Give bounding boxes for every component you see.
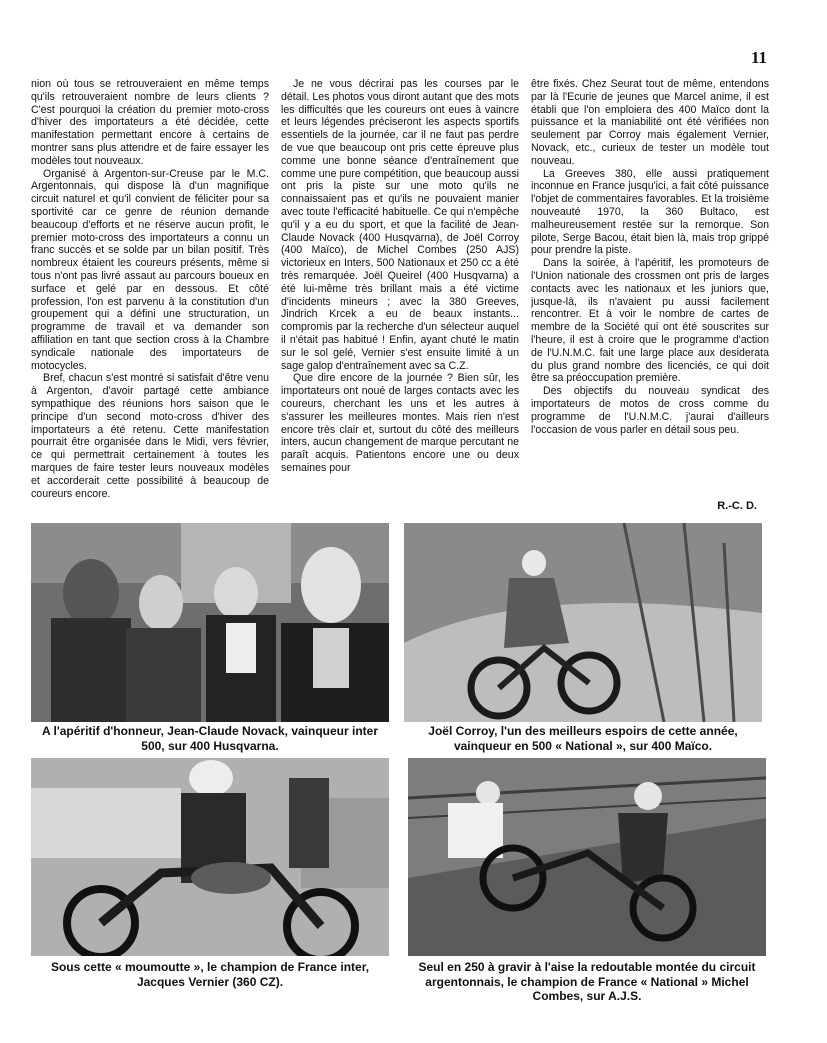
caption-novack: A l'apéritif d'honneur, Jean-Claude Novack, vainqueur inter 500, sur 400 Husqvarna. <box>42 724 378 753</box>
paragraph: Dans la soirée, à l'apéritif, les promoteurs de l'Union nationale des crossmen ont pris de larges contacts avec les nationaux et les juniors que, jusque-là, ils n'avaient pu aussi facilement rencontrer. Et à voir le nombre de cartes de membre de la Société qui ont été souscrites sur l'heure, il est à croire que le programme d'action de l'U.N.M.C. fait une large place aux desiderata du plus grand nombre des licenciés, ce qui doit être sa préoccupation première. <box>531 257 769 385</box>
paragraph: Organisé à Argenton-sur-Creuse par le M.C. Argentonnais, qui dispose là d'un magnifique circuit naturel et qu'il convient de féliciter pour sa sportivité car ce genre de réunion demande beaucoup d'efforts et ne réserve aucun profit, le premier moto-cross des importateurs a connu un franc succès et se solde par un bilan positif. Très nombreux étaient les coureurs présents, même si tous n'ont pas livré assaut au parcours boueux en surface et gelé par en dessous. Et côté profession, l'on est parvenu à la constitution d'un groupement qui a défini une structuration, un programme de travail et va demander son affiliation en tant que section cross à la Chambre syndicale nationale des importateurs de motocycles. <box>31 167 269 372</box>
paragraph: Je ne vous décrirai pas les courses par le détail. Les photos vous diront autant que des mots les difficultés que les coureurs ont eues à vaincre et leurs légendes préciseront les aspects sportifs essentiels de la journée, car il ne faut pas perdre de vue que beaucoup ont pris cette épreuve plus comme une bonne séance d'entraînement que comme une pure compétition, que beaucoup aussi ont pris la piste sur une moto qu'ils ne connaissaient pas et qu'ils ne pouvaient manier avec toute l'efficacité habituelle. Ce qui n'empêche qu'il y a eu du sport, et que la facilité de Jean-Claude Novack (400 Husqvarna), de Joël Corroy (400 Maïco), de Michel Combes (250 AJS) victorieux en Inters, 500 Nationaux et 250 cc a été très remarquée. Joël Queirel (400 Husqvarna) a été lui-même très brillant mais a été victime d'incidents mineurs ; avec la 380 Greeves, Jindrich Krcek a eu de beaux instants... compromis par la recherche d'un sélecteur auquel il n'était pas habitué ! Enfin, ayant chuté le matin sur le sol gelé, Vernier s'est ensuite limité à un sage galop d'entraînement avec sa C.Z. <box>281 78 519 372</box>
photo-vernier <box>31 758 389 956</box>
author-signature: R.-C. D. <box>717 500 757 512</box>
caption-corroy: Joël Corroy, l'un des meilleurs espoirs de cette année, vainqueur en 500 « National », sur 400 Maïco. <box>428 724 738 753</box>
photo-combes-image <box>408 758 766 956</box>
page-number: 11 <box>750 48 767 67</box>
paragraph: Des objectifs du nouveau syndicat des importateurs de motos de cross comme du programme de l'U.N.M.C. j'aurai d'ailleurs l'occasion de vous parler en détail sous peu. <box>531 385 769 436</box>
photo-vernier-image <box>31 758 389 956</box>
article-column-3 <box>531 78 769 516</box>
caption-combes: Seul en 250 à gravir à l'aise la redoutable montée du circuit argentonnais, le champion de France « National » Michel Combes, sur A.J.S. <box>418 960 756 1003</box>
photo-novack <box>31 523 389 722</box>
photo-corroy <box>404 523 762 722</box>
photo-corroy-image <box>404 523 762 722</box>
paragraph: nion où tous se retrouveraient en même temps qu'ils retrouveraient nombre de leurs clients ? C'est pourquoi la création du premier moto-cross d'hiver des importateurs a été décidée, cette manifestation permettant encore à certains de montrer sans plus attendre et de faire essayer les modèles tout nouveaux. <box>31 78 269 167</box>
paragraph: Que dire encore de la journée ? Bien sûr, les importateurs ont noué de larges contacts avec les coureurs, cherchant les uns et les autres à s'assurer les meilleures montes. Mais rien n'est encore très clair et, surtout du côté des meilleurs inters, aucun changement de marque percutant ne paraît acquis. Patientons encore une ou deux semaines pour <box>281 372 519 474</box>
article-column-2 <box>281 78 519 516</box>
photo-combes <box>408 758 766 956</box>
paragraph: être fixés. Chez Seurat tout de même, entendons par là l'Ecurie de jeunes que Marcel anime, il est établi que l'on emploiera des 400 Maïco dont la puissance et la maniabilité ont été vérifiées non seulement par Corroy mais également Vernier, Novack, etc., curieux de tester un modèle tout nouveau. <box>531 78 769 167</box>
article-body <box>31 78 769 516</box>
paragraph: Bref, chacun s'est montré si satisfait d'être venu à Argenton, d'avoir partagé cette ambiance sympathique des réunions hors saison que le principe d'un second moto-cross d'hiver des importateurs a été retenu. Cette manifestation pourrait être organisée dans le Midi, vers février, ce qui permettrait certainement à toutes les marques de faire tester leurs nouveaux modèles et accorderait cette possibilité à beaucoup de coureurs encore. <box>31 372 269 500</box>
article-column-1 <box>31 78 269 516</box>
paragraph: La Greeves 380, elle aussi pratiquement inconnue en France jusqu'ici, a fait côté puissance l'objet de commentaires favorables. Et la troisième nouveauté 1970, la 360 Bultaco, est malheureusement restée sur la remorque. Son pilote, Serge Bacou, était bien là, mais trop grippé pour prendre la piste. <box>531 167 769 257</box>
photo-novack-image <box>31 523 389 722</box>
caption-vernier: Sous cette « moumoutte », le champion de France inter, Jacques Vernier (360 CZ). <box>50 960 370 989</box>
